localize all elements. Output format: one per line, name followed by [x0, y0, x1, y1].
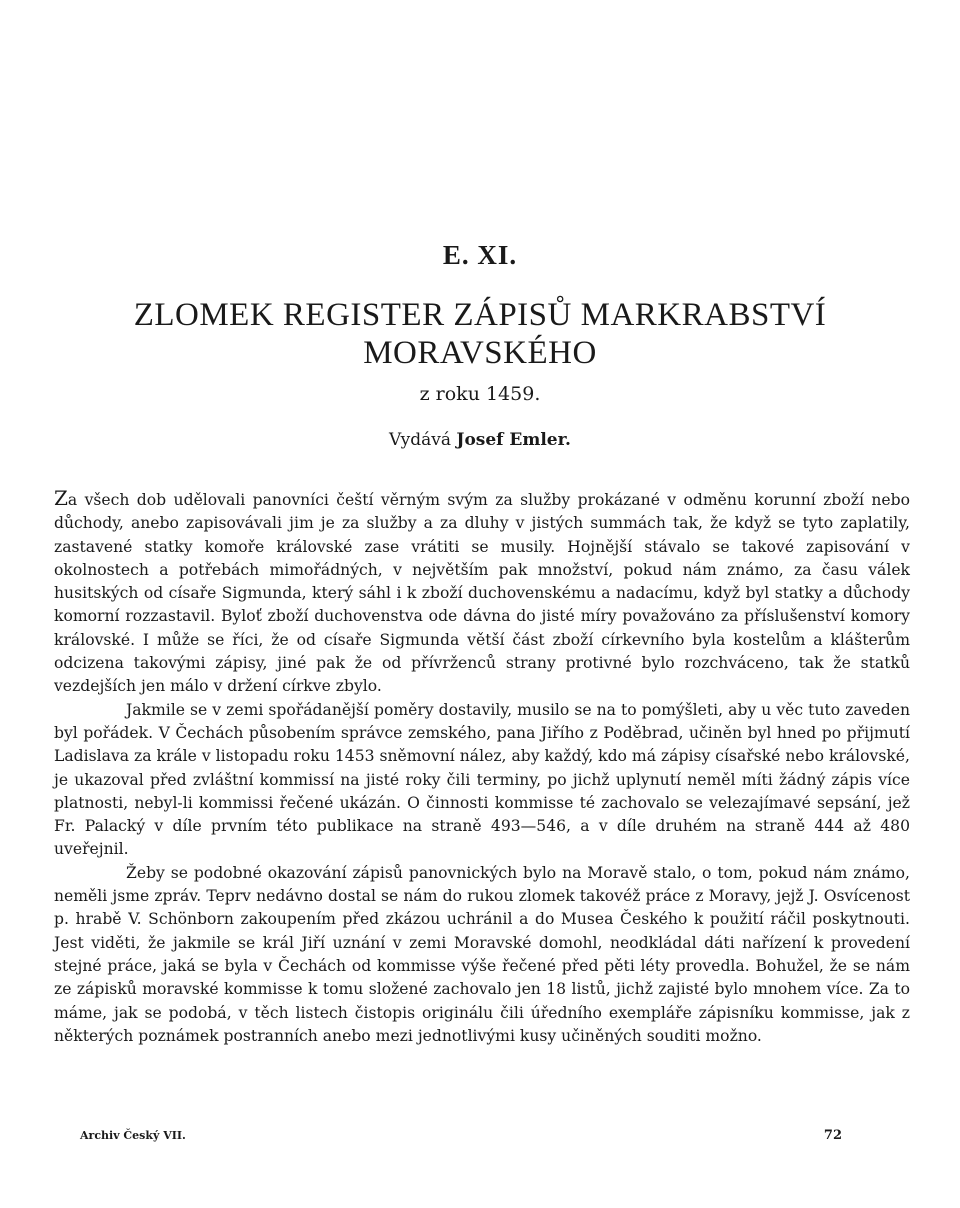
document-title: ZLOMEK REGISTER ZÁPISŮ MARKRABSTVÍ MORAVSKÉHO — [133, 297, 827, 371]
page-number: 72 — [823, 1128, 842, 1143]
section-label: E. XI. — [442, 240, 518, 270]
editor-prefix: Vydává — [389, 430, 451, 450]
year-line: z roku 1459. — [419, 383, 541, 405]
editor-line — [0, 430, 960, 450]
editor-name: Josef Emler. — [456, 430, 571, 450]
paragraph-1-text: a všech dob udělovali panovníci čeští věrným svým za služby prokázané v odměnu korunní zboží nebo důchody, anebo zapisovávali jim je za služby a za dluhy v jistých summách tak, že když se tyto zaplatily, zastavené statky komoře královské zase vrátiti se musily. Hojnější stávalo se takové zapisování v okolnostech a potřebách mimořádných, v největším pak množství, pokud nám známo, za času válek husitských od císaře Sigmunda, který sáhl i k zboží duchovenskému a nadacímu, když byl statky a důchody komorní rozzastavil. Byloť zboží duchovenstva ode dávna do jisté míry považováno za příslušenství komory královské. I může se říci, že od císaře Sigmunda větší část zboží církevního byla kostelům a klášterům odcizena takovými zápisy, jiné pak že od přívrženců strany protivné bylo rozchváceno, tak že statků vezdejších jen málo v držení církve zbylo. — [54, 491, 910, 696]
body-text — [54, 487, 910, 1048]
paragraph-1 — [54, 487, 910, 699]
drop-initial: Z — [54, 486, 68, 510]
paragraph-3: Žeby se podobné okazování zápisů panovnických bylo na Moravě stalo, o tom, pokud nám známo, neměli jsme zpráv. Teprv nedávno dostal se nám do rukou zlomek takovéž práce z Moravy, jejž J. Osvícenost p. hrabě V. Schönborn zakoupením před zkázou uchránil a do Musea Českého k použití ráčil poskytnouti. Jest viděti, že jakmile se král Jiří uznání v zemi Moravské domohl, neodkládal dáti nařízení k provedení stejné práce, jaká se byla v Čechách od kommisse výše řečené před pěti léty provedla. Bohužel, že se nám ze zápisků moravské kommisse k tomu složené zachovalo jen 18 listů, jichž zajisté bylo mnohem více. Za to máme, jak se podobá, v těch listech čistopis originálu čili úředního exempláře zápisníku kommisse, jak z některých poznámek postranních anebo mezi jednotlivými kusy učiněných souditi možno. — [54, 863, 910, 1045]
paragraph-2: Jakmile se v zemi spořádanější poměry dostavily, musilo se na to pomýšleti, aby u věc tuto zaveden byl pořádek. V Čechách působením správce zemského, pana Jiřího z Poděbrad, učiněn byl hned po přijmutí Ladislava za krále v listopadu roku 1453 sněmovní nález, aby každý, kdo má zápisy císařské nebo královské, je ukazoval před zvláštní kommissí na jisté roky čili terminy, po jichž uplynutí neměl míti žádný zápis více platnosti, nebyl-li kommissi řečené ukázán. O činnosti kommisse té zachovalo se velezajímavé sepsání, jež Fr. Palacký v díle prvním této publikace na straně 493—546, a v díle druhém na straně 444 až 480 uveřejnil. — [54, 700, 910, 859]
footer-signature: Archiv Český VII. — [80, 1129, 186, 1142]
